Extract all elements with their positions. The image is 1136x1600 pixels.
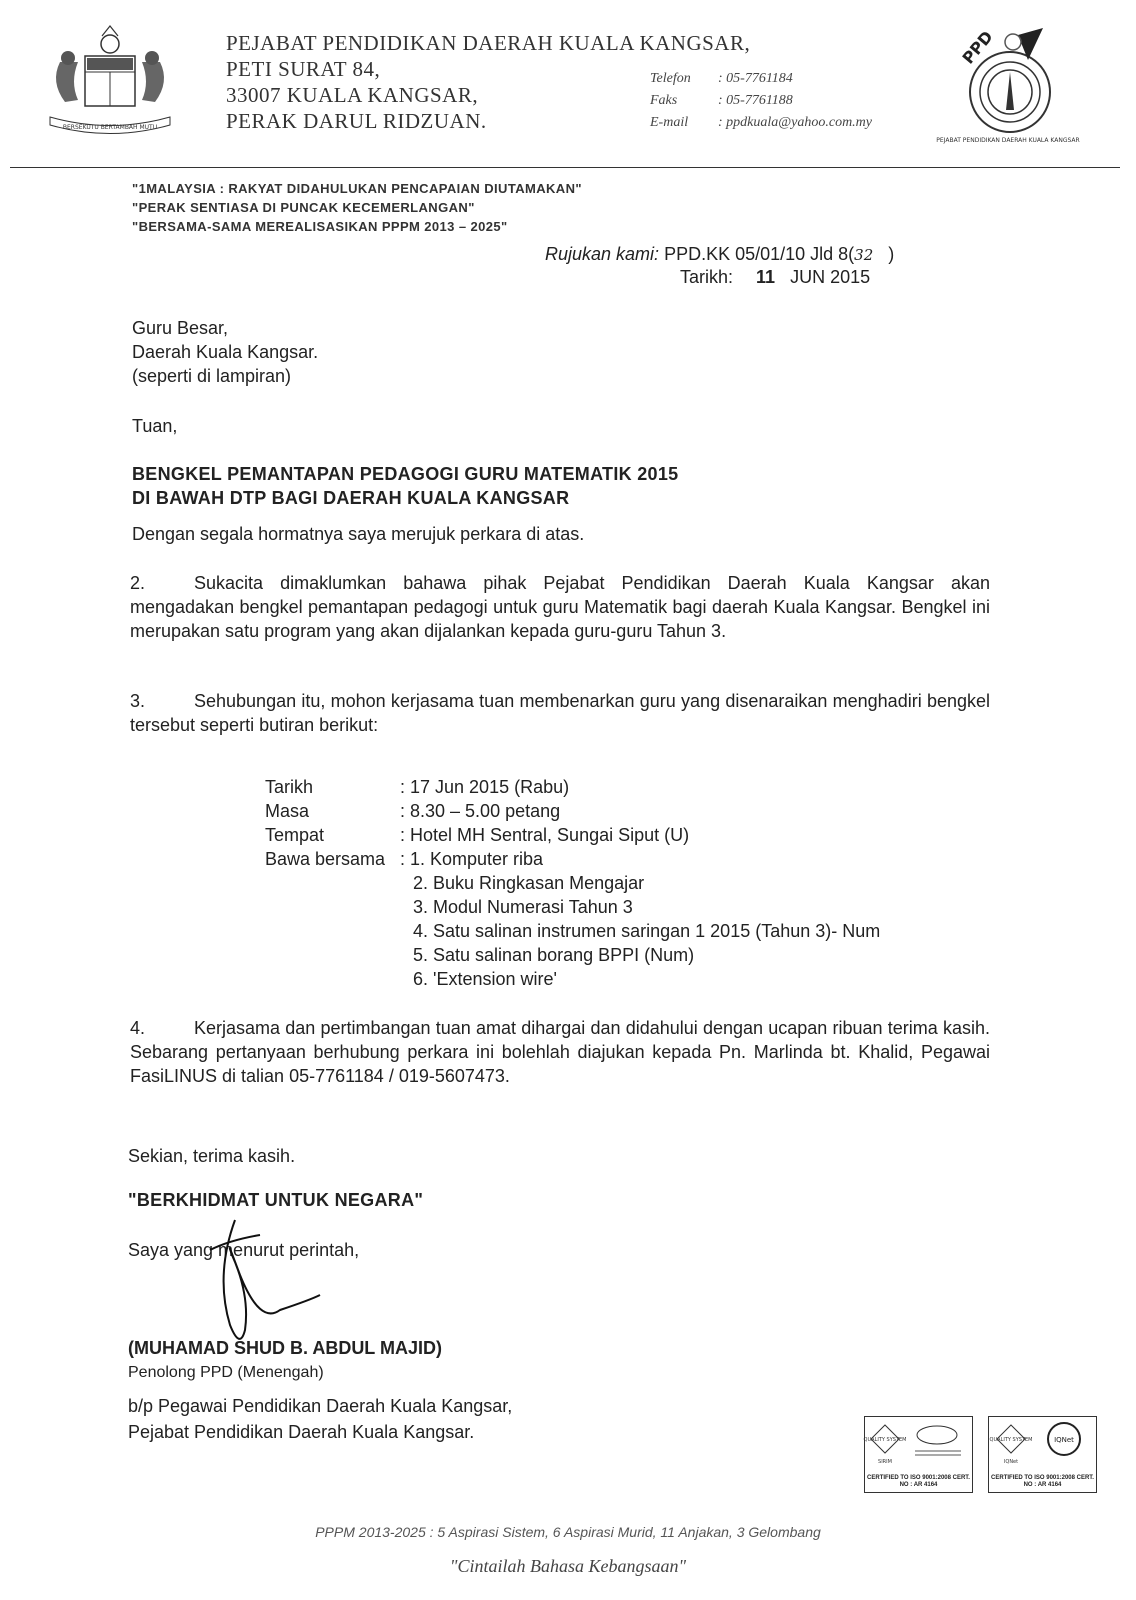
address-line: PETI SURAT 84, xyxy=(226,57,381,81)
svg-text:QUALITY SYSTEM: QUALITY SYSTEM xyxy=(989,1437,1033,1443)
svg-text:IQNet: IQNet xyxy=(1054,1436,1074,1444)
iso-cert-badge xyxy=(864,1416,973,1493)
cert-text: CERTIFIED TO ISO 9001:2008 CERT. NO : AR 4164 xyxy=(867,1475,970,1488)
detail-value: : Hotel MH Sentral, Sungai Siput (U) xyxy=(400,825,690,845)
fax-label: Faks xyxy=(650,93,678,108)
email-label: E-mail xyxy=(650,115,689,130)
obey-line: Saya yang menurut perintah, xyxy=(128,1240,360,1260)
motto-line: "1MALAYSIA : RAKYAT DIDAHULUKAN PENCAPAIAN DIUTAMAKAN" xyxy=(132,181,582,196)
contact-block xyxy=(650,68,872,134)
paragraph-text: Sukacita dimaklumkan bahawa pihak Pejabat Pendidikan Daerah Kuala Kangsar akan mengadakan bengkel pemantapan pedagogi untuk guru Matematik bagi daerah Kuala Kangsar. Bengkel ini merupakan satu program yang akan dijalankan kepada guru-guru Tahun 3. xyxy=(130,573,990,641)
on-behalf-line: b/p Pegawai Pendidikan Daerah Kuala Kangsar, xyxy=(128,1396,513,1416)
paragraph-number: 2. xyxy=(130,573,146,593)
addressee xyxy=(132,316,318,388)
addressee-line: Daerah Kuala Kangsar. xyxy=(132,342,319,362)
coat-of-arms-logo xyxy=(30,22,190,147)
motto-line: "BERSAMA-SAMA MEREALISASIKAN PPPM 2013 – 2025" xyxy=(132,219,508,234)
detail-value: : 1. Komputer riba xyxy=(400,849,544,869)
detail-value: : 17 Jun 2015 (Rabu) xyxy=(400,777,570,797)
footer-pppm: PPPM 2013-2025 : 5 Aspirasi Sistem, 6 Aspirasi Murid, 11 Anjakan, 3 Gelombang xyxy=(315,1524,821,1540)
addressee-line: (seperti di lampiran) xyxy=(132,366,292,386)
svg-text:PPD: PPD xyxy=(958,27,997,68)
bring-item: 6. 'Extension wire' xyxy=(413,969,557,989)
motto-block xyxy=(132,179,582,236)
date-day: 11 xyxy=(756,267,776,287)
bring-item: 5. Satu salinan borang BPPI (Num) xyxy=(413,945,695,965)
address-line: PERAK DARUL RIDZUAN. xyxy=(226,109,487,133)
letter-date xyxy=(680,267,870,288)
title-line: DI BAWAH DTP BAGI DAERAH KUALA KANGSAR xyxy=(132,488,570,508)
email-value: : ppdkuala@yahoo.com.my xyxy=(718,115,873,130)
office-line: Pejabat Pendidikan Daerah Kuala Kangsar. xyxy=(128,1422,475,1442)
reference-label: Rujukan kami: xyxy=(545,244,660,264)
header-divider xyxy=(10,167,1120,168)
svg-text:SIRIM: SIRIM xyxy=(878,1459,892,1465)
signatory-name: (MUHAMAD SHUD B. ABDUL MAJID) xyxy=(128,1338,442,1358)
bring-item: 4. Satu salinan instrumen saringan 1 2015 (Tahun 3)- Num xyxy=(413,921,881,941)
detail-label: Tempat xyxy=(265,825,325,845)
salutation: Tuan, xyxy=(132,416,178,436)
detail-value: : 8.30 – 5.00 petang xyxy=(400,801,561,821)
detail-label: Bawa bersama xyxy=(265,849,386,869)
detail-label: Masa xyxy=(265,801,310,821)
bring-item: 2. Buku Ringkasan Mengajar xyxy=(413,873,645,893)
reference-value: PPD.KK 05/01/10 Jld 8( xyxy=(664,244,855,264)
cert-text: CERTIFIED TO ISO 9001:2008 CERT. NO : AR 4164 xyxy=(991,1475,1094,1488)
phone-value: : 05-7761184 xyxy=(718,71,793,86)
paragraph-2 xyxy=(130,571,990,643)
date-month-year: JUN 2015 xyxy=(790,267,871,287)
phone-label: Telefon xyxy=(650,71,691,86)
footer-slogan: "Cintailah Bahasa Kebangsaan" xyxy=(449,1556,687,1576)
svg-text:IQNet: IQNet xyxy=(1003,1459,1019,1465)
title-line: BENGKEL PEMANTAPAN PEDAGOGI GURU MATEMATIK 2015 xyxy=(132,464,679,484)
reference-handwritten: 32 xyxy=(854,246,874,264)
reference-number xyxy=(545,244,894,265)
date-label: Tarikh: xyxy=(680,267,734,287)
bring-item: 3. Modul Numerasi Tahun 3 xyxy=(413,897,633,917)
intro-paragraph: Dengan segala hormatnya saya merujuk perkara di atas. xyxy=(132,524,585,544)
slogan: "BERKHIDMAT UNTUK NEGARA" xyxy=(128,1190,424,1210)
detail-label: Tarikh xyxy=(265,777,314,797)
motto-line: "PERAK SENTIASA DI PUNCAK KECEMERLANGAN" xyxy=(132,200,475,215)
svg-text:BERSEKUTU BERTAMBAH MUTU: BERSEKUTU BERTAMBAH MUTU xyxy=(62,124,158,131)
addressee-line: Guru Besar, xyxy=(132,318,229,338)
iqnet-cert-badge xyxy=(988,1416,1097,1493)
paragraph-4 xyxy=(130,1016,990,1088)
signatory-position: Penolong PPD (Menengah) xyxy=(128,1364,324,1381)
svg-text:PEJABAT PENDIDIKAN DAERAH KUAL: PEJABAT PENDIDIKAN DAERAH KUALA KANGSAR xyxy=(936,137,1080,144)
paragraph-number: 4. xyxy=(130,1018,146,1038)
address-line: PEJABAT PENDIDIKAN DAERAH KUALA KANGSAR, xyxy=(226,31,751,55)
letter-title xyxy=(132,462,678,510)
address-line: 33007 KUALA KANGSAR, xyxy=(226,83,479,107)
svg-text:QUALITY SYSTEM: QUALITY SYSTEM xyxy=(863,1437,907,1443)
paragraph-text: Sehubungan itu, mohon kerjasama tuan membenarkan guru yang disenaraikan menghadiri bengkel tersebut seperti butiran berikut: xyxy=(130,691,990,735)
paragraph-number: 3. xyxy=(130,691,146,711)
ppd-logo xyxy=(936,20,1080,148)
paragraph-text: Kerjasama dan pertimbangan tuan amat dihargai dan didahului dengan ucapan ribuan terima kasih. Sebarang pertanyaan berhubung perkara ini bolehlah diajukan kepada Pn. Marlinda bt. Khalid, Pegawai FasiLINUS di talian 05-7761184 / 019-5607473. xyxy=(130,1018,990,1086)
paragraph-3 xyxy=(130,689,990,737)
closing-line: Sekian, terima kasih. xyxy=(128,1146,296,1166)
reference-close: ) xyxy=(888,244,895,264)
fax-value: : 05-7761188 xyxy=(718,93,793,108)
signature xyxy=(170,1215,340,1355)
